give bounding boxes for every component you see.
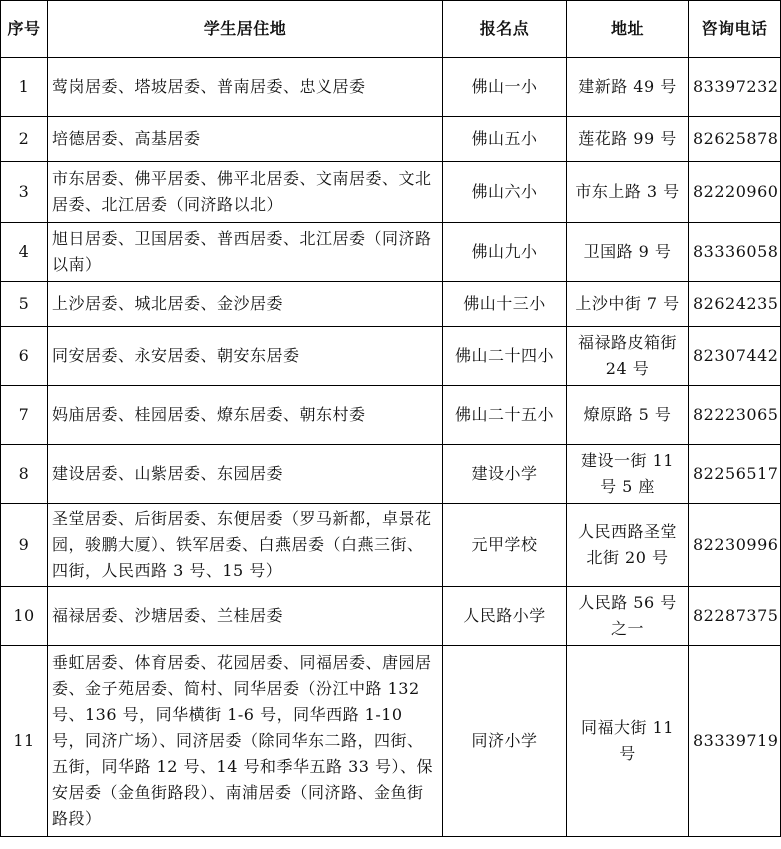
- table-row: [1, 58, 781, 117]
- phone-number: 82287375: [689, 587, 781, 646]
- site-address: 建新路 49 号: [567, 58, 689, 117]
- registration-site: 佛山一小: [443, 58, 567, 117]
- phone-number: 82223065: [689, 386, 781, 445]
- residence-area: 圣堂居委、后街居委、东便居委（罗马新都，卓景花园，骏鹏大厦）、铁军居委、白燕居委（白燕三街、四街，人民西路 3 号、15 号）: [48, 504, 443, 587]
- table-row: [1, 327, 781, 386]
- site-address: 市东上路 3 号: [567, 162, 689, 223]
- residence-area: 妈庙居委、桂园居委、燎东居委、朝东村委: [48, 386, 443, 445]
- phone-number: 82220960: [689, 162, 781, 223]
- table-row: [1, 117, 781, 162]
- row-number: 5: [1, 282, 48, 327]
- residence-area: 上沙居委、城北居委、金沙居委: [48, 282, 443, 327]
- row-number: 6: [1, 327, 48, 386]
- row-number: 7: [1, 386, 48, 445]
- header-phone: 咨询电话: [689, 1, 781, 58]
- header-address: 地址: [567, 1, 689, 58]
- site-address: 建设一街 11 号 5 座: [567, 445, 689, 504]
- registration-site: 建设小学: [443, 445, 567, 504]
- site-address: 人民西路圣堂北街 20 号: [567, 504, 689, 587]
- registration-site: 人民路小学: [443, 587, 567, 646]
- table-row: [1, 223, 781, 282]
- site-address: 福禄路皮箱街 24 号: [567, 327, 689, 386]
- phone-number: 83339719: [689, 646, 781, 837]
- phone-number: 83336058: [689, 223, 781, 282]
- residence-area: 旭日居委、卫国居委、普西居委、北江居委（同济路以南）: [48, 223, 443, 282]
- table-row: [1, 162, 781, 223]
- row-number: 3: [1, 162, 48, 223]
- row-number: 1: [1, 58, 48, 117]
- registration-site: 佛山二十五小: [443, 386, 567, 445]
- table-row: [1, 504, 781, 587]
- row-number: 8: [1, 445, 48, 504]
- registration-site: 佛山五小: [443, 117, 567, 162]
- phone-number: 83397232: [689, 58, 781, 117]
- header-row: [1, 1, 781, 58]
- site-address: 卫国路 9 号: [567, 223, 689, 282]
- row-number: 9: [1, 504, 48, 587]
- phone-number: 82256517: [689, 445, 781, 504]
- header-residence: 学生居住地: [48, 1, 443, 58]
- residence-area: 建设居委、山紫居委、东园居委: [48, 445, 443, 504]
- residence-area: 垂虹居委、体育居委、花园居委、同福居委、唐园居委、金子苑居委、简村、同华居委（汾江中路 132 号、136 号，同华横街 1-6 号，同华西路 1-10 号，同济广场）、同济居委（除同华东二路，四街、五街，同华路 12 号、14 号和季华五路 33 号）、保安居委（金鱼街路段）、南浦居委（同济路、金鱼街路段）: [48, 646, 443, 837]
- phone-number: 82230996: [689, 504, 781, 587]
- row-number: 11: [1, 646, 48, 837]
- table-row: [1, 646, 781, 837]
- table-row: [1, 282, 781, 327]
- header-site: 报名点: [443, 1, 567, 58]
- row-number: 2: [1, 117, 48, 162]
- site-address: 人民路 56 号之一: [567, 587, 689, 646]
- table-row: [1, 587, 781, 646]
- registration-site: 佛山二十四小: [443, 327, 567, 386]
- residence-area: 市东居委、佛平居委、佛平北居委、文南居委、文北居委、北江居委（同济路以北）: [48, 162, 443, 223]
- registration-site: 佛山六小: [443, 162, 567, 223]
- row-number: 4: [1, 223, 48, 282]
- row-number: 10: [1, 587, 48, 646]
- phone-number: 82625878: [689, 117, 781, 162]
- registration-site: 同济小学: [443, 646, 567, 837]
- registration-site: 佛山十三小: [443, 282, 567, 327]
- site-address: 莲花路 99 号: [567, 117, 689, 162]
- site-address: 上沙中街 7 号: [567, 282, 689, 327]
- site-address: 同福大街 11 号: [567, 646, 689, 837]
- residence-area: 培德居委、高基居委: [48, 117, 443, 162]
- residence-area: 同安居委、永安居委、朝安东居委: [48, 327, 443, 386]
- residence-area: 福禄居委、沙塘居委、兰桂居委: [48, 587, 443, 646]
- registration-site: 元甲学校: [443, 504, 567, 587]
- residence-area: 莺岗居委、塔坡居委、普南居委、忠义居委: [48, 58, 443, 117]
- registration-site: 佛山九小: [443, 223, 567, 282]
- phone-number: 82307442: [689, 327, 781, 386]
- table-row: [1, 445, 781, 504]
- table-row: [1, 386, 781, 445]
- site-address: 燎原路 5 号: [567, 386, 689, 445]
- phone-number: 82624235: [689, 282, 781, 327]
- header-no: 序号: [1, 1, 48, 58]
